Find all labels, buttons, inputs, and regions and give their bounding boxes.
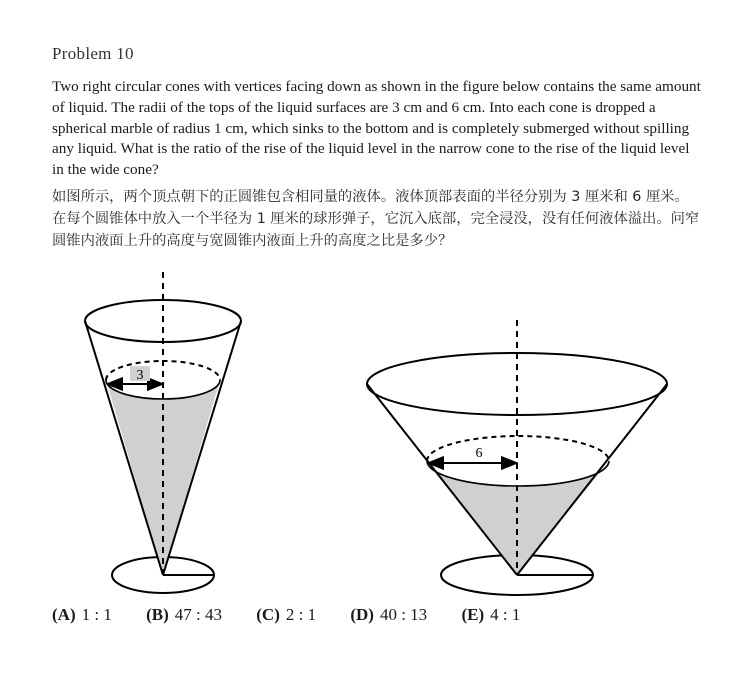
- choice-d[interactable]: [350, 605, 427, 625]
- choice-value: 40 : 13: [379, 605, 428, 624]
- answer-choices: [52, 605, 520, 625]
- choice-letter: (E): [461, 605, 485, 624]
- problem-text-english: Two right circular cones with vertices facing down as shown in the figure below contains the same amount of liquid. The radii of the tops of the liquid surfaces are 3 cm and 6 cm. Into each cone is dropped a spherical marble of radius 1 cm, which sinks to the bottom and is completely submerged without spilling any liquid. What is the ratio of the rise of the liquid level in the narrow cone to the rise of the liquid level in the wide cone?: [52, 78, 701, 179]
- choice-letter: (A): [52, 605, 76, 624]
- problem-title: Problem 10: [52, 44, 134, 63]
- problem-text-chinese: 如图所示，两个顶点朝下的正圆锥包含相同量的液体。液体顶部表面的半径分别为 3 厘米和 6 厘米。在每个圆锥体中放入一个半径为 1 厘米的球形弹子，它沉入底部，完全浸没，没有任何液体溢出。问窄圆锥内液面上升的高度与宽圆锥内液面上升的高度之比是多少？: [52, 189, 700, 249]
- choice-a[interactable]: [52, 605, 112, 625]
- choice-letter: (D): [350, 605, 374, 624]
- wide-cone-radius-label: 6: [475, 446, 483, 461]
- choice-letter: (C): [256, 605, 280, 624]
- choice-value: 1 : 1: [81, 605, 112, 624]
- narrow-cone-radius-label: 3: [136, 368, 144, 383]
- choice-e[interactable]: [461, 605, 520, 625]
- wide-cone: [367, 320, 667, 595]
- cones-figure: [0, 260, 744, 600]
- choice-b[interactable]: [146, 605, 222, 625]
- choice-letter: (B): [146, 605, 169, 624]
- narrow-cone: [85, 272, 241, 593]
- choice-value: 47 : 43: [174, 605, 222, 624]
- choice-c[interactable]: [256, 605, 316, 625]
- wide-cone-rim: [367, 353, 667, 415]
- choice-value: 2 : 1: [285, 605, 317, 624]
- choice-value: 4 : 1: [490, 605, 521, 624]
